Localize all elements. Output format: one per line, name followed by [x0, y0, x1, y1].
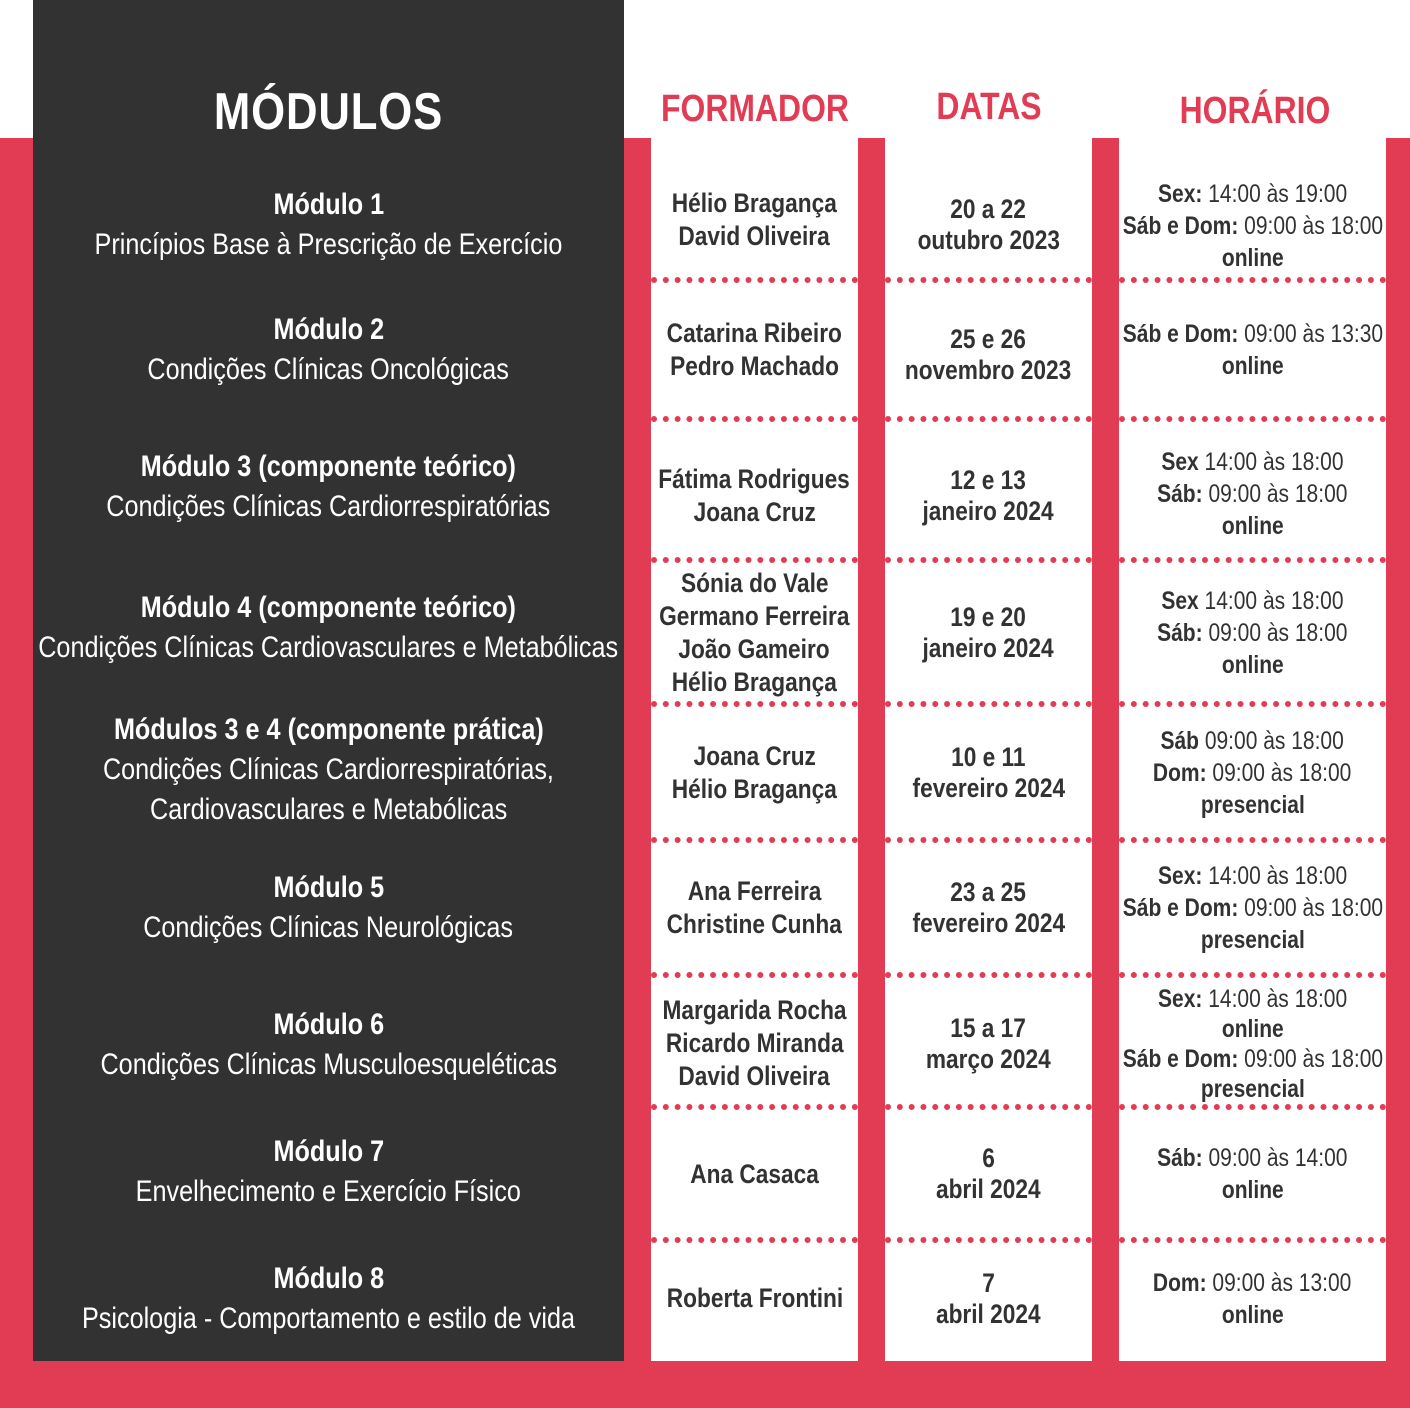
date-text: fevereiro 2024 [912, 773, 1065, 803]
schedule-line [1161, 585, 1343, 617]
trainer-name: Catarina Ribeiro [666, 318, 843, 348]
schedule-mode: presencial [1200, 1074, 1305, 1103]
module-title: Módulo 5 [273, 870, 384, 904]
row-separator [885, 1237, 1092, 1243]
schedule-line [1201, 1074, 1305, 1104]
row-separator [885, 557, 1092, 563]
dates-cell [885, 290, 1092, 420]
trainer-name: Hélio Bragança [671, 188, 838, 218]
schedule-line [1201, 789, 1305, 821]
schedule-line [1158, 178, 1347, 210]
schedule-cell [1119, 707, 1386, 839]
schedule-line [1222, 649, 1284, 681]
module-title: Módulo 3 (componente teórico) [140, 450, 517, 483]
module-title: Módulo 2 [273, 313, 384, 346]
module-cell [33, 980, 624, 1110]
schedule-time: 09:00 às 18:00 [1243, 1044, 1383, 1073]
trainer-name: Joana Cruz [693, 497, 816, 527]
schedule-day: Sex [1161, 448, 1199, 476]
trainer-name: David Oliveira [678, 1061, 831, 1091]
row-separator [651, 277, 858, 283]
schedule-day: Sáb e Dom: [1122, 893, 1238, 922]
schedule-line [1161, 446, 1343, 478]
row-separator [885, 1104, 1092, 1110]
schedule-line [1157, 478, 1347, 510]
trainer-name: João Gameiro [678, 634, 831, 664]
module-title: Módulo 4 (componente teórico) [140, 591, 517, 624]
module-description: Princípios Base à Prescrição de Exercício [94, 228, 563, 261]
trainer-cell [651, 563, 858, 703]
trainer-cell [651, 840, 858, 975]
row-separator [1119, 837, 1386, 843]
dates-cell [885, 563, 1092, 703]
module-description: Envelhecimento e Exercício Físico [135, 1175, 522, 1208]
module-cell [33, 840, 624, 975]
schedule-day: Sex: [1157, 984, 1203, 1013]
module-title: Módulo 8 [273, 1261, 384, 1295]
schedule-mode: online [1221, 1014, 1284, 1043]
schedule-line [1153, 757, 1351, 789]
row-separator [651, 701, 858, 707]
row-separator [651, 1237, 858, 1243]
trainer-name: Ricardo Miranda [665, 1028, 844, 1058]
date-text: janeiro 2024 [922, 633, 1055, 663]
date-text: 7 [982, 1267, 995, 1298]
module-description: Cardiovasculares e Metabólicas [149, 793, 508, 826]
row-separator [1119, 972, 1386, 978]
schedule-line [1222, 350, 1284, 382]
schedule-line [1222, 1299, 1284, 1331]
row-separator [885, 701, 1092, 707]
header-datas: DATAS [936, 86, 1042, 128]
row-separator [651, 557, 858, 563]
row-separator [651, 972, 858, 978]
schedule-day: Sáb e Dom: [1122, 320, 1238, 348]
row-separator [651, 416, 858, 422]
schedule-day: Sáb: [1157, 1144, 1203, 1172]
date-text: 23 a 25 [950, 876, 1027, 907]
date-text: janeiro 2024 [922, 496, 1055, 526]
row-separator [1119, 277, 1386, 283]
row-separator [1119, 701, 1386, 707]
module-title: Módulo 6 [273, 1008, 384, 1041]
schedule-time: 14:00 às 18:00 [1208, 861, 1348, 890]
dates-cell [885, 976, 1092, 1111]
schedule-day: Sáb [1160, 727, 1200, 755]
trainer-name: Margarida Rocha [662, 995, 847, 1025]
schedule-day: Sáb e Dom: [1122, 1044, 1238, 1073]
trainer-name: David Oliveira [678, 221, 831, 251]
schedule-mode: online [1221, 352, 1284, 380]
row-separator [651, 1104, 858, 1110]
date-text: 20 a 22 [950, 194, 1027, 224]
schedule-line [1122, 892, 1382, 924]
date-text: 19 e 20 [950, 602, 1027, 632]
trainer-name: Fátima Rodrigues [658, 464, 851, 494]
schedule-mode: online [1221, 651, 1284, 679]
row-separator [885, 277, 1092, 283]
schedule-time: 14:00 às 18:00 [1204, 448, 1344, 476]
trainer-cell [651, 707, 858, 839]
schedule-line [1157, 617, 1347, 649]
dates-cell [885, 1236, 1092, 1361]
trainer-name: Joana Cruz [693, 741, 816, 771]
date-text: novembro 2023 [905, 355, 1072, 385]
row-separator [885, 416, 1092, 422]
trainer-name: Pedro Machado [670, 351, 839, 381]
schedule-line [1161, 725, 1344, 757]
schedule-line [1222, 1174, 1284, 1206]
schedule-cell [1119, 976, 1386, 1111]
schedule-line [1157, 1142, 1347, 1174]
schedule-time: 09:00 às 18:00 [1205, 727, 1345, 755]
dates-cell [885, 165, 1092, 285]
dates-cell [885, 707, 1092, 839]
module-description: Condições Clínicas Cardiorrespiratórias [106, 490, 551, 523]
schedule-cell [1119, 1108, 1386, 1240]
date-text: fevereiro 2024 [912, 907, 1065, 938]
trainer-name: Hélio Bragança [671, 774, 838, 804]
schedule-line [1201, 924, 1305, 956]
schedule-line [1122, 1044, 1382, 1074]
module-description: Condições Clínicas Cardiorrespiratórias, [102, 753, 554, 786]
schedule-mode: presencial [1200, 925, 1305, 954]
schedule-mode: online [1221, 1176, 1284, 1204]
trainer-name: Ana Casaca [690, 1158, 819, 1189]
schedule-mode: presencial [1200, 791, 1305, 819]
schedule-line [1222, 1014, 1284, 1044]
schedule-mode: online [1221, 244, 1284, 272]
schedule-day: Sáb: [1157, 619, 1203, 647]
row-separator [885, 837, 1092, 843]
module-description: Condições Clínicas Cardiovasculares e Metabólicas [38, 631, 619, 664]
schedule-cell [1119, 1236, 1386, 1361]
schedule-day: Sex: [1157, 861, 1203, 890]
schedule-line [1122, 318, 1382, 350]
trainer-cell [651, 428, 858, 564]
trainer-cell [651, 1236, 858, 1361]
schedule-day: Dom: [1153, 1268, 1207, 1297]
date-text: 15 a 17 [950, 1012, 1027, 1043]
schedule-cell [1119, 290, 1386, 410]
schedule-time: 09:00 às 18:00 [1208, 480, 1348, 508]
row-separator [1119, 1104, 1386, 1110]
row-separator [1119, 557, 1386, 563]
header-modulos: MÓDULOS [213, 83, 444, 141]
module-cell [33, 1236, 624, 1361]
trainer-cell [651, 976, 858, 1111]
schedule-time: 09:00 às 18:00 [1243, 212, 1383, 240]
module-description: Condições Clínicas Musculoesqueléticas [100, 1048, 557, 1081]
trainer-cell [651, 1108, 858, 1240]
schedule-day: Sex [1161, 587, 1199, 615]
trainer-name: Roberta Frontini [666, 1283, 843, 1313]
row-separator [885, 972, 1092, 978]
dates-cell [885, 1108, 1092, 1240]
schedule-cell [1119, 563, 1386, 703]
schedule-time: 14:00 às 18:00 [1204, 587, 1344, 615]
schedule-line [1222, 510, 1284, 542]
module-description: Psicologia - Comportamento e estilo de vida [81, 1301, 576, 1335]
schedule-line [1122, 210, 1382, 242]
trainer-name: Germano Ferreira [659, 601, 850, 631]
schedule-time: 14:00 às 18:00 [1208, 984, 1348, 1013]
schedule-time: 09:00 às 13:00 [1212, 1268, 1352, 1297]
date-text: 6 [982, 1143, 995, 1173]
trainer-name: Ana Ferreira [687, 875, 822, 906]
date-text: outubro 2023 [917, 225, 1060, 255]
module-cell [33, 558, 624, 698]
date-text: 25 e 26 [950, 324, 1027, 354]
schedule-time: 09:00 às 14:00 [1208, 1144, 1348, 1172]
dates-cell [885, 840, 1092, 975]
schedule-day: Sáb: [1157, 480, 1203, 508]
schedule-line [1158, 984, 1347, 1014]
module-cell [33, 418, 624, 556]
module-cell [33, 700, 624, 840]
date-text: 10 e 11 [951, 742, 1026, 772]
schedule-day: Sáb e Dom: [1122, 212, 1238, 240]
trainer-cell [651, 290, 858, 410]
schedule-time: 09:00 às 13:30 [1243, 320, 1383, 348]
module-title: Módulo 1 [273, 188, 384, 221]
header-horario: HORÁRIO [1179, 90, 1331, 132]
trainer-name: Hélio Bragança [671, 667, 838, 697]
date-text: março 2024 [926, 1043, 1051, 1074]
date-text: abril 2024 [936, 1174, 1041, 1204]
schedule-time: 09:00 às 18:00 [1212, 759, 1352, 787]
date-text: 12 e 13 [950, 465, 1027, 495]
module-title: Módulo 7 [273, 1135, 384, 1168]
row-separator [1119, 416, 1386, 422]
schedule-cell [1119, 428, 1386, 560]
schedule-time: 09:00 às 18:00 [1208, 619, 1348, 647]
schedule-cell [1119, 840, 1386, 975]
row-separator [1119, 1237, 1386, 1243]
schedule-day: Dom: [1153, 759, 1207, 787]
trainer-name: Sónia do Vale [680, 568, 829, 598]
module-title: Módulos 3 e 4 (componente prática) [113, 713, 544, 746]
trainer-name: Christine Cunha [666, 908, 843, 939]
module-cell [33, 290, 624, 410]
schedule-cell [1119, 165, 1386, 287]
date-text: abril 2024 [936, 1298, 1041, 1329]
schedule-time: 14:00 às 19:00 [1208, 180, 1348, 208]
schedule-line [1153, 1267, 1351, 1299]
schedule-line [1222, 242, 1284, 274]
row-separator [651, 837, 858, 843]
schedule-mode: online [1221, 1300, 1284, 1329]
schedule-time: 09:00 às 18:00 [1243, 893, 1383, 922]
module-cell [33, 1108, 624, 1236]
schedule-mode: online [1221, 512, 1284, 540]
module-cell [33, 165, 624, 285]
schedule-day: Sex: [1157, 180, 1203, 208]
header-formador: FORMADOR [661, 88, 849, 130]
dates-cell [885, 428, 1092, 564]
schedule-line [1158, 860, 1347, 892]
module-description: Condições Clínicas Neurológicas [143, 910, 514, 944]
module-description: Condições Clínicas Oncológicas [147, 353, 510, 386]
trainer-cell [651, 160, 858, 280]
